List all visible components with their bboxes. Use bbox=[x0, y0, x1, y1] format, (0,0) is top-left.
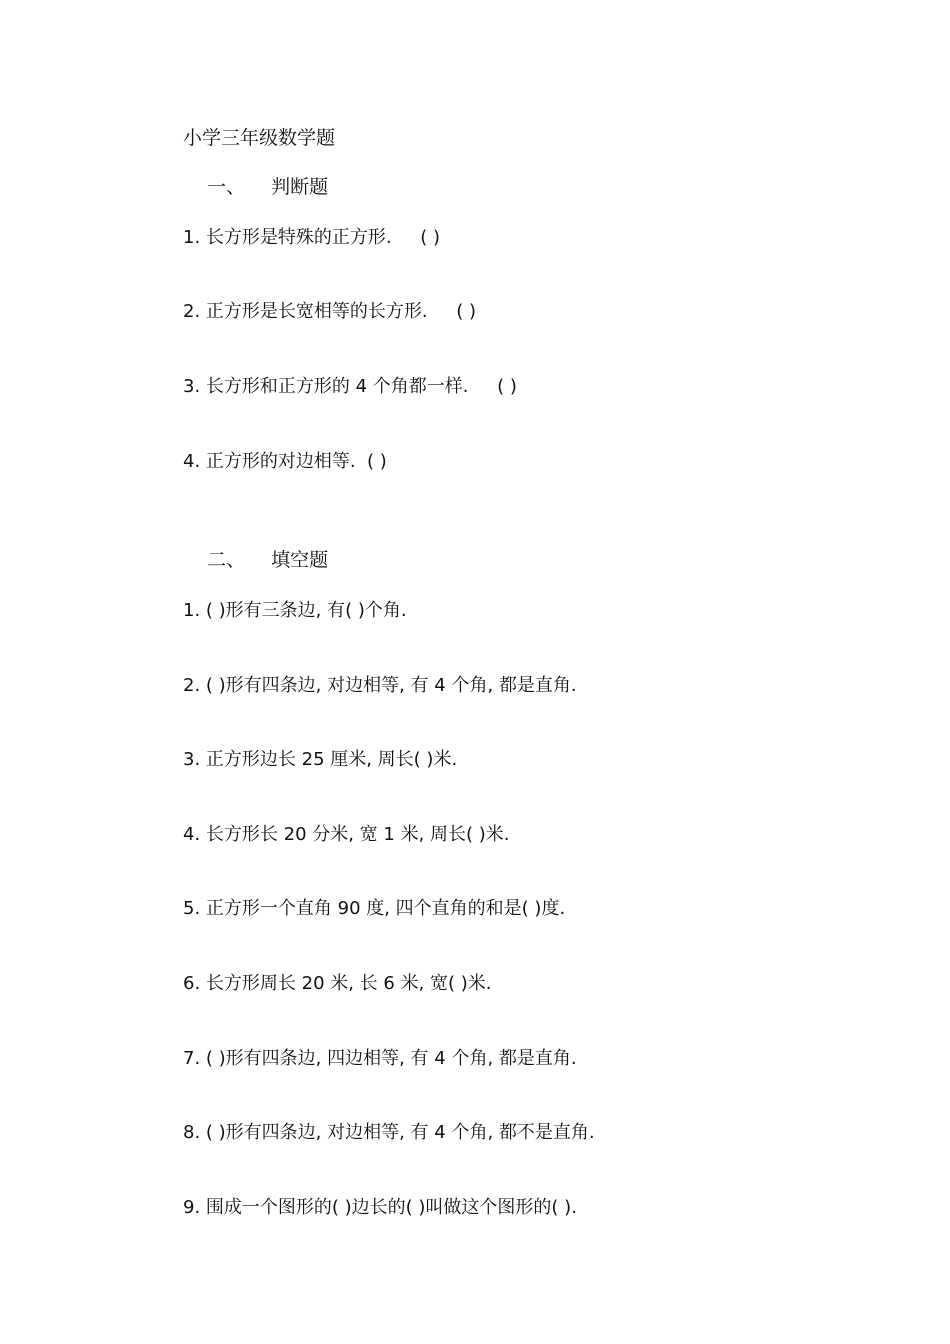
section-title: 填空题 bbox=[271, 549, 329, 571]
fill-blank-item: 1. ( )形有三条边, 有( )个角. bbox=[183, 600, 407, 621]
section-heading-judgment bbox=[183, 151, 328, 223]
judgment-item: 4. 正方形的对边相等. ( ) bbox=[183, 451, 387, 472]
fill-blank-item: 7. ( )形有四条边, 四边相等, 有 4 个角, 都是直角. bbox=[183, 1048, 577, 1069]
judgment-item: 2. 正方形是长宽相等的长方形. ( ) bbox=[183, 301, 476, 322]
fill-blank-item: 9. 围成一个图形的( )边长的( )叫做这个图形的( ). bbox=[183, 1197, 577, 1218]
section-number: 一、 bbox=[207, 176, 246, 198]
fill-blank-item: 4. 长方形长 20 分米, 宽 1 米, 周长( )米. bbox=[183, 824, 510, 845]
fill-blank-item: 8. ( )形有四条边, 对边相等, 有 4 个角, 都不是直角. bbox=[183, 1122, 595, 1143]
section-heading-fill-blank bbox=[183, 524, 328, 596]
section-title: 判断题 bbox=[271, 176, 329, 198]
section-number: 二、 bbox=[207, 549, 246, 571]
fill-blank-item: 3. 正方形边长 25 厘米, 周长( )米. bbox=[183, 749, 458, 770]
fill-blank-item: 5. 正方形一个直角 90 度, 四个直角的和是( )度. bbox=[183, 898, 566, 919]
fill-blank-item: 2. ( )形有四条边, 对边相等, 有 4 个角, 都是直角. bbox=[183, 675, 577, 696]
page-title: 小学三年级数学题 bbox=[183, 127, 336, 149]
fill-blank-item: 6. 长方形周长 20 米, 长 6 米, 宽( )米. bbox=[183, 973, 492, 994]
judgment-item: 3. 长方形和正方形的 4 个角都一样. ( ) bbox=[183, 376, 517, 397]
judgment-item: 1. 长方形是特殊的正方形. ( ) bbox=[183, 227, 440, 248]
